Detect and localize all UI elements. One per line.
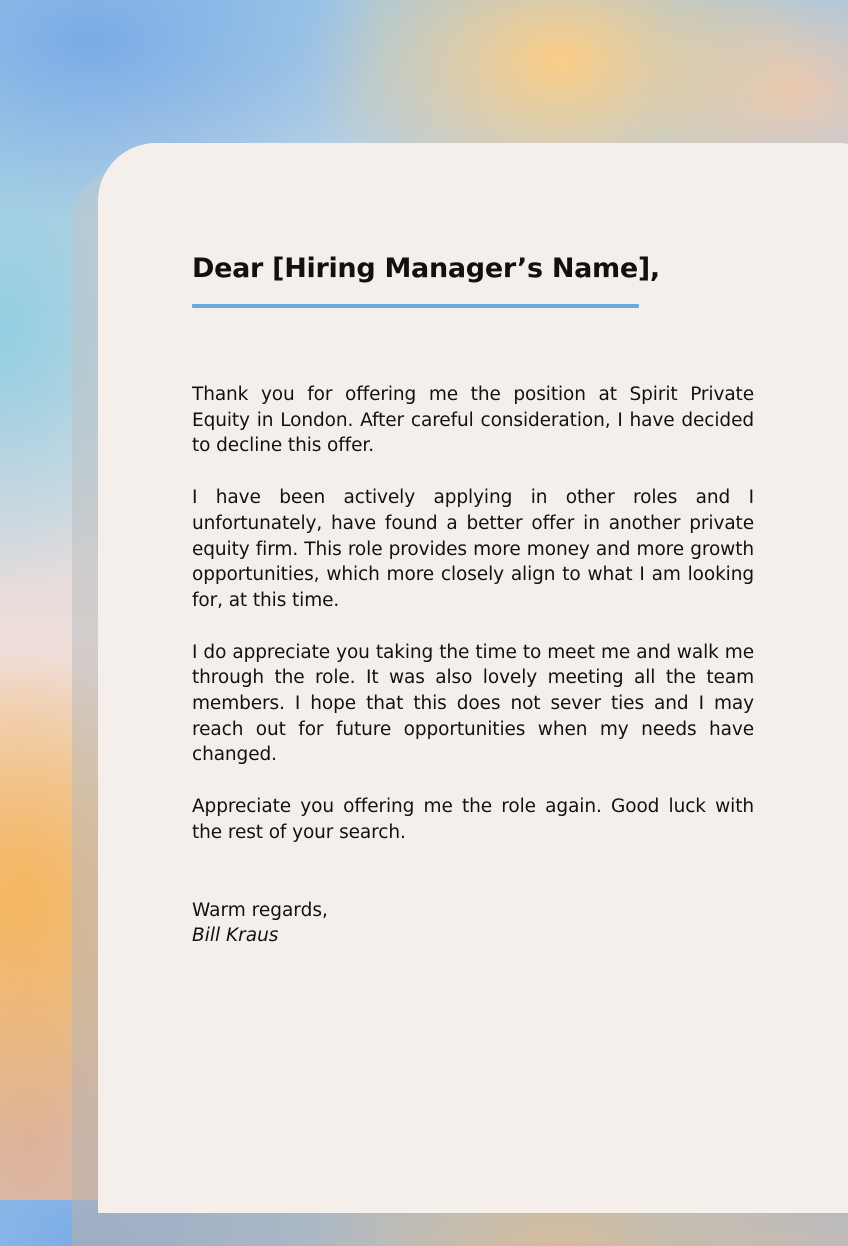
salutation-heading: Dear [Hiring Manager’s Name], [192, 253, 660, 284]
paragraph-2: I have been actively applying in other roles and I unfortunately, have found a better offer in another private equity firm. This role provides more money and more growth opportunities, which more closely align to what I am looking for, at this time. [192, 487, 754, 611]
paragraph-1: Thank you for offering me the position at Spirit Private Equity in London. After careful consideration, I have decided to decline this offer. [192, 384, 754, 457]
paragraph-3: I do appreciate you taking the time to meet me and walk me through the role. It was also lovely meeting all the team members. I hope that this does not sever ties and I may reach out for future opportunities when my needs have changed. [192, 641, 754, 766]
paragraph-4: Appreciate you offering me the role again. Good luck with the rest of your search. [192, 796, 754, 843]
letter-content [192, 247, 754, 949]
letter-closing [192, 898, 754, 949]
accent-divider [192, 304, 639, 308]
signature-name: Bill Kraus [192, 925, 279, 947]
closing-phrase: Warm regards, [192, 899, 328, 921]
letter-body [192, 382, 754, 846]
